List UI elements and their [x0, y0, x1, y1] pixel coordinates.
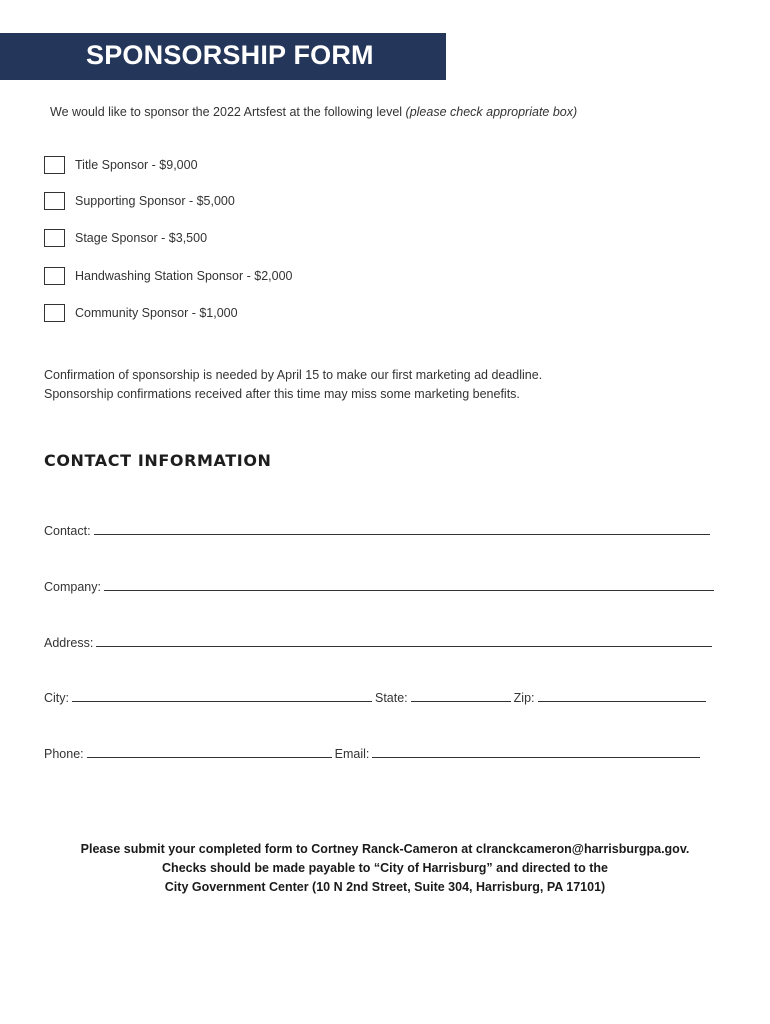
option-label: Title Sponsor - $9,000	[75, 158, 198, 172]
option-supporting-sponsor[interactable]	[44, 190, 235, 212]
city-input-line[interactable]	[72, 700, 372, 702]
address-field[interactable]	[44, 636, 715, 650]
checkbox[interactable]	[44, 229, 65, 247]
submission-instructions	[0, 840, 770, 897]
phone-input-line[interactable]	[87, 756, 332, 758]
contact-section-title: CONTACT INFORMATION	[44, 451, 272, 470]
company-label: Company:	[44, 580, 101, 594]
intro-note: (please check appropriate box)	[405, 105, 578, 119]
company-field[interactable]	[44, 580, 717, 594]
zip-label: Zip:	[513, 691, 535, 705]
footer-line-2: Checks should be made payable to “City of Harrisburg” and directed to the	[162, 861, 608, 875]
city-state-zip-row	[44, 691, 709, 705]
contact-input-line[interactable]	[94, 533, 710, 535]
intro-sentence: We would like to sponsor the 2022 Artsfest at the following level	[50, 105, 406, 119]
footer-line-1: Please submit your completed form to Cortney Ranck-Cameron at clranckcameron@harrisburgpa.gov.	[80, 842, 690, 856]
checkbox[interactable]	[44, 192, 65, 210]
footer-line-3: City Government Center (10 N 2nd Street, Suite 304, Harrisburg, PA 17101)	[164, 880, 606, 894]
option-title-sponsor[interactable]	[44, 154, 198, 176]
company-input-line[interactable]	[104, 589, 714, 591]
option-stage-sponsor[interactable]	[44, 227, 207, 249]
phone-label: Phone:	[44, 747, 84, 761]
state-label: State:	[375, 691, 408, 705]
form-title: SPONSORSHIP FORM	[86, 40, 374, 70]
phone-email-row	[44, 747, 703, 761]
intro-text	[50, 105, 577, 119]
email-label: Email:	[334, 747, 370, 761]
contact-field[interactable]	[44, 524, 713, 538]
state-input-line[interactable]	[411, 700, 511, 702]
option-label: Supporting Sponsor - $5,000	[75, 194, 235, 208]
email-input-line[interactable]	[372, 756, 700, 758]
zip-input-line[interactable]	[538, 700, 706, 702]
checkbox[interactable]	[44, 267, 65, 285]
option-label: Stage Sponsor - $3,500	[75, 231, 208, 245]
address-label: Address:	[44, 636, 94, 650]
option-handwashing-sponsor[interactable]	[44, 265, 293, 287]
checkbox[interactable]	[44, 156, 65, 174]
contact-label: Contact:	[44, 524, 91, 538]
checkbox[interactable]	[44, 304, 65, 322]
city-label: City:	[44, 691, 69, 705]
option-label: Handwashing Station Sponsor - $2,000	[75, 269, 293, 283]
confirmation-line-2: Sponsorship confirmations received after this time may miss some marketing benefits.	[44, 387, 520, 401]
confirmation-line-1: Confirmation of sponsorship is needed by April 15 to make our first marketing ad deadline.	[44, 368, 543, 382]
address-input-line[interactable]	[96, 645, 712, 647]
option-community-sponsor[interactable]	[44, 302, 238, 324]
confirmation-note	[44, 366, 542, 404]
option-label: Community Sponsor - $1,000	[75, 306, 238, 320]
